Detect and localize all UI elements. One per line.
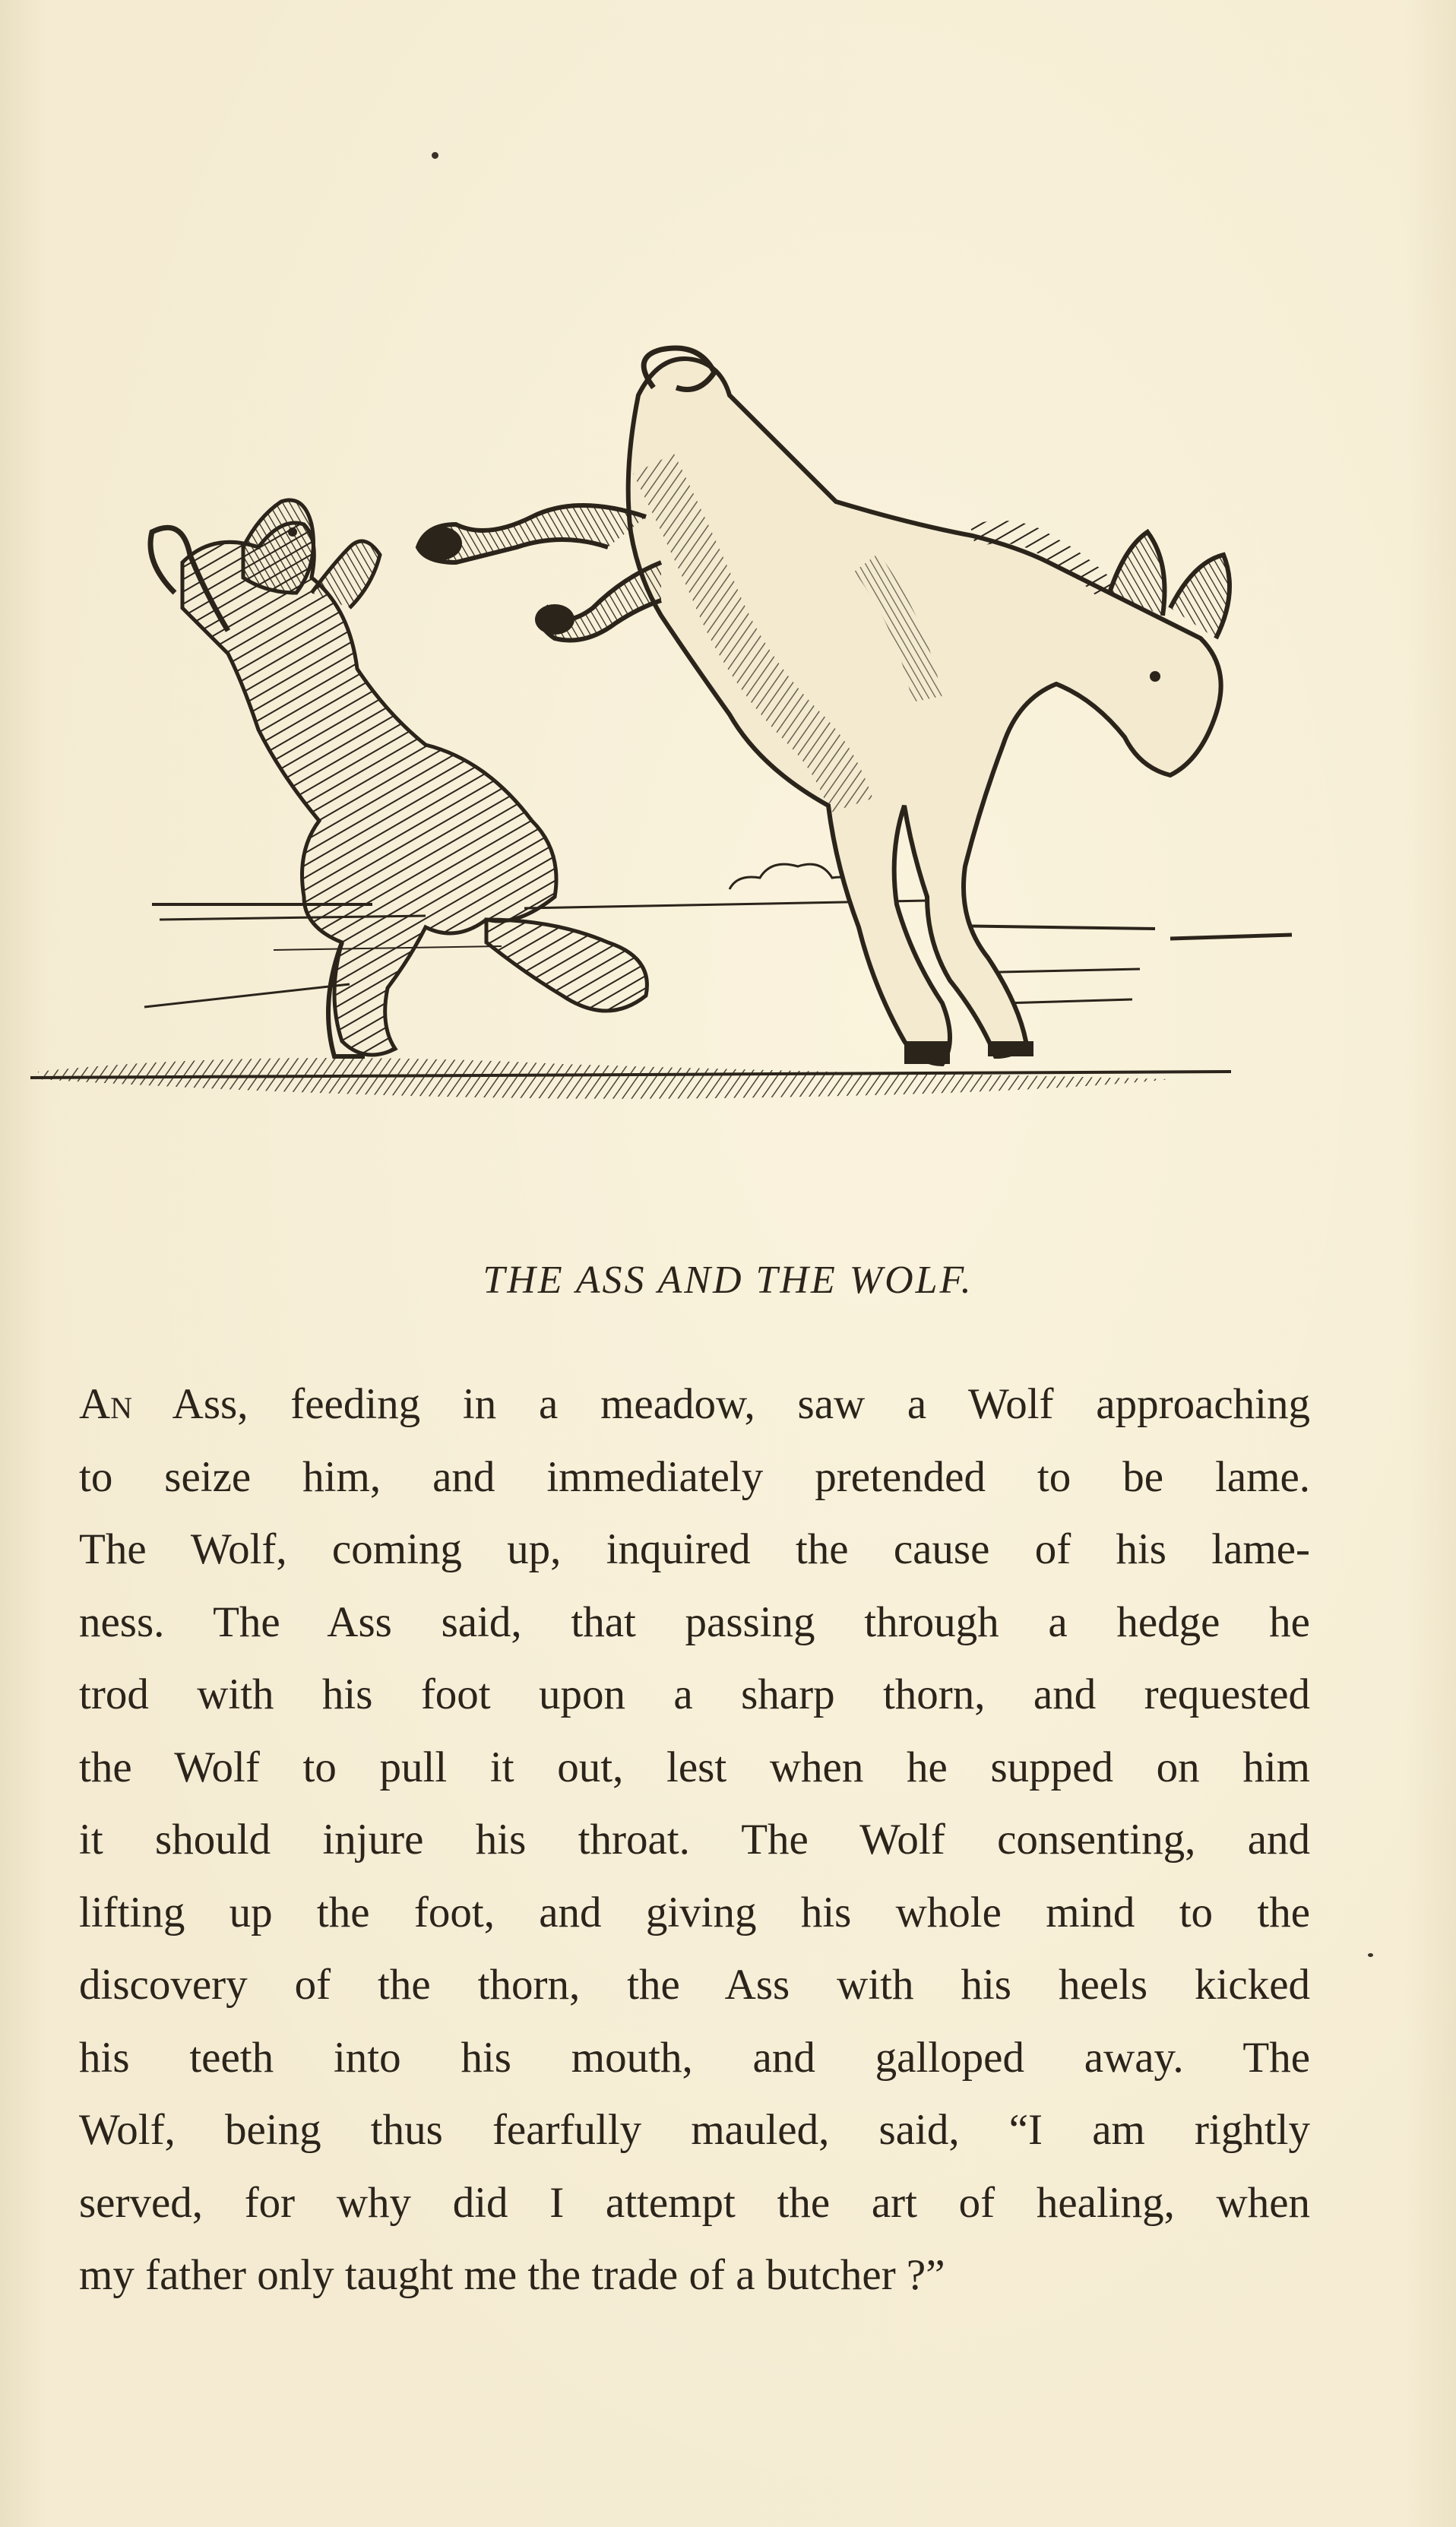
fable-line: trod with his foot upon a sharp thorn, and requested xyxy=(79,1670,1310,1718)
drop-word: An xyxy=(79,1380,133,1428)
fable-line: served, for why did I attempt the art of healing, when xyxy=(79,2178,1310,2227)
fable-line: An Ass, feeding in a meadow, saw a Wolf approaching xyxy=(79,1380,1310,1428)
fable-line: his teeth into his mouth, and galloped away. The xyxy=(79,2033,1310,2082)
fable-line: the Wolf to pull it out, lest when he supped on him xyxy=(79,1743,1310,1791)
fable-line: my father only taught me the trade of a butcher ?” xyxy=(79,2251,945,2299)
wolf-figure xyxy=(150,500,647,1056)
fable-line: lifting up the foot, and giving his whole mind to the xyxy=(79,1888,1310,1936)
fable-line: to seize him, and immediately pretended to be lame. xyxy=(79,1452,1310,1501)
ass-and-wolf-illustration xyxy=(30,274,1353,1148)
ink-speck xyxy=(432,152,438,159)
fable-title: THE ASS AND THE WOLF. xyxy=(483,1259,973,1302)
fable-line: discovery of the thorn, the Ass with his heels kicked xyxy=(79,1961,1310,2009)
ground xyxy=(30,901,1292,1099)
fable-text xyxy=(79,1368,1310,2312)
fable-line: ness. The Ass said, that passing through a hedge he xyxy=(79,1598,1310,1646)
ink-speck xyxy=(1368,1953,1373,1957)
fable-line: it should injure his throat. The Wolf consenting, and xyxy=(79,1816,1310,1864)
fable-line: The Wolf, coming up, inquired the cause of his lame- xyxy=(79,1525,1310,1573)
fable-line: Wolf, being thus fearfully mauled, said, “I am rightly xyxy=(79,2106,1310,2154)
